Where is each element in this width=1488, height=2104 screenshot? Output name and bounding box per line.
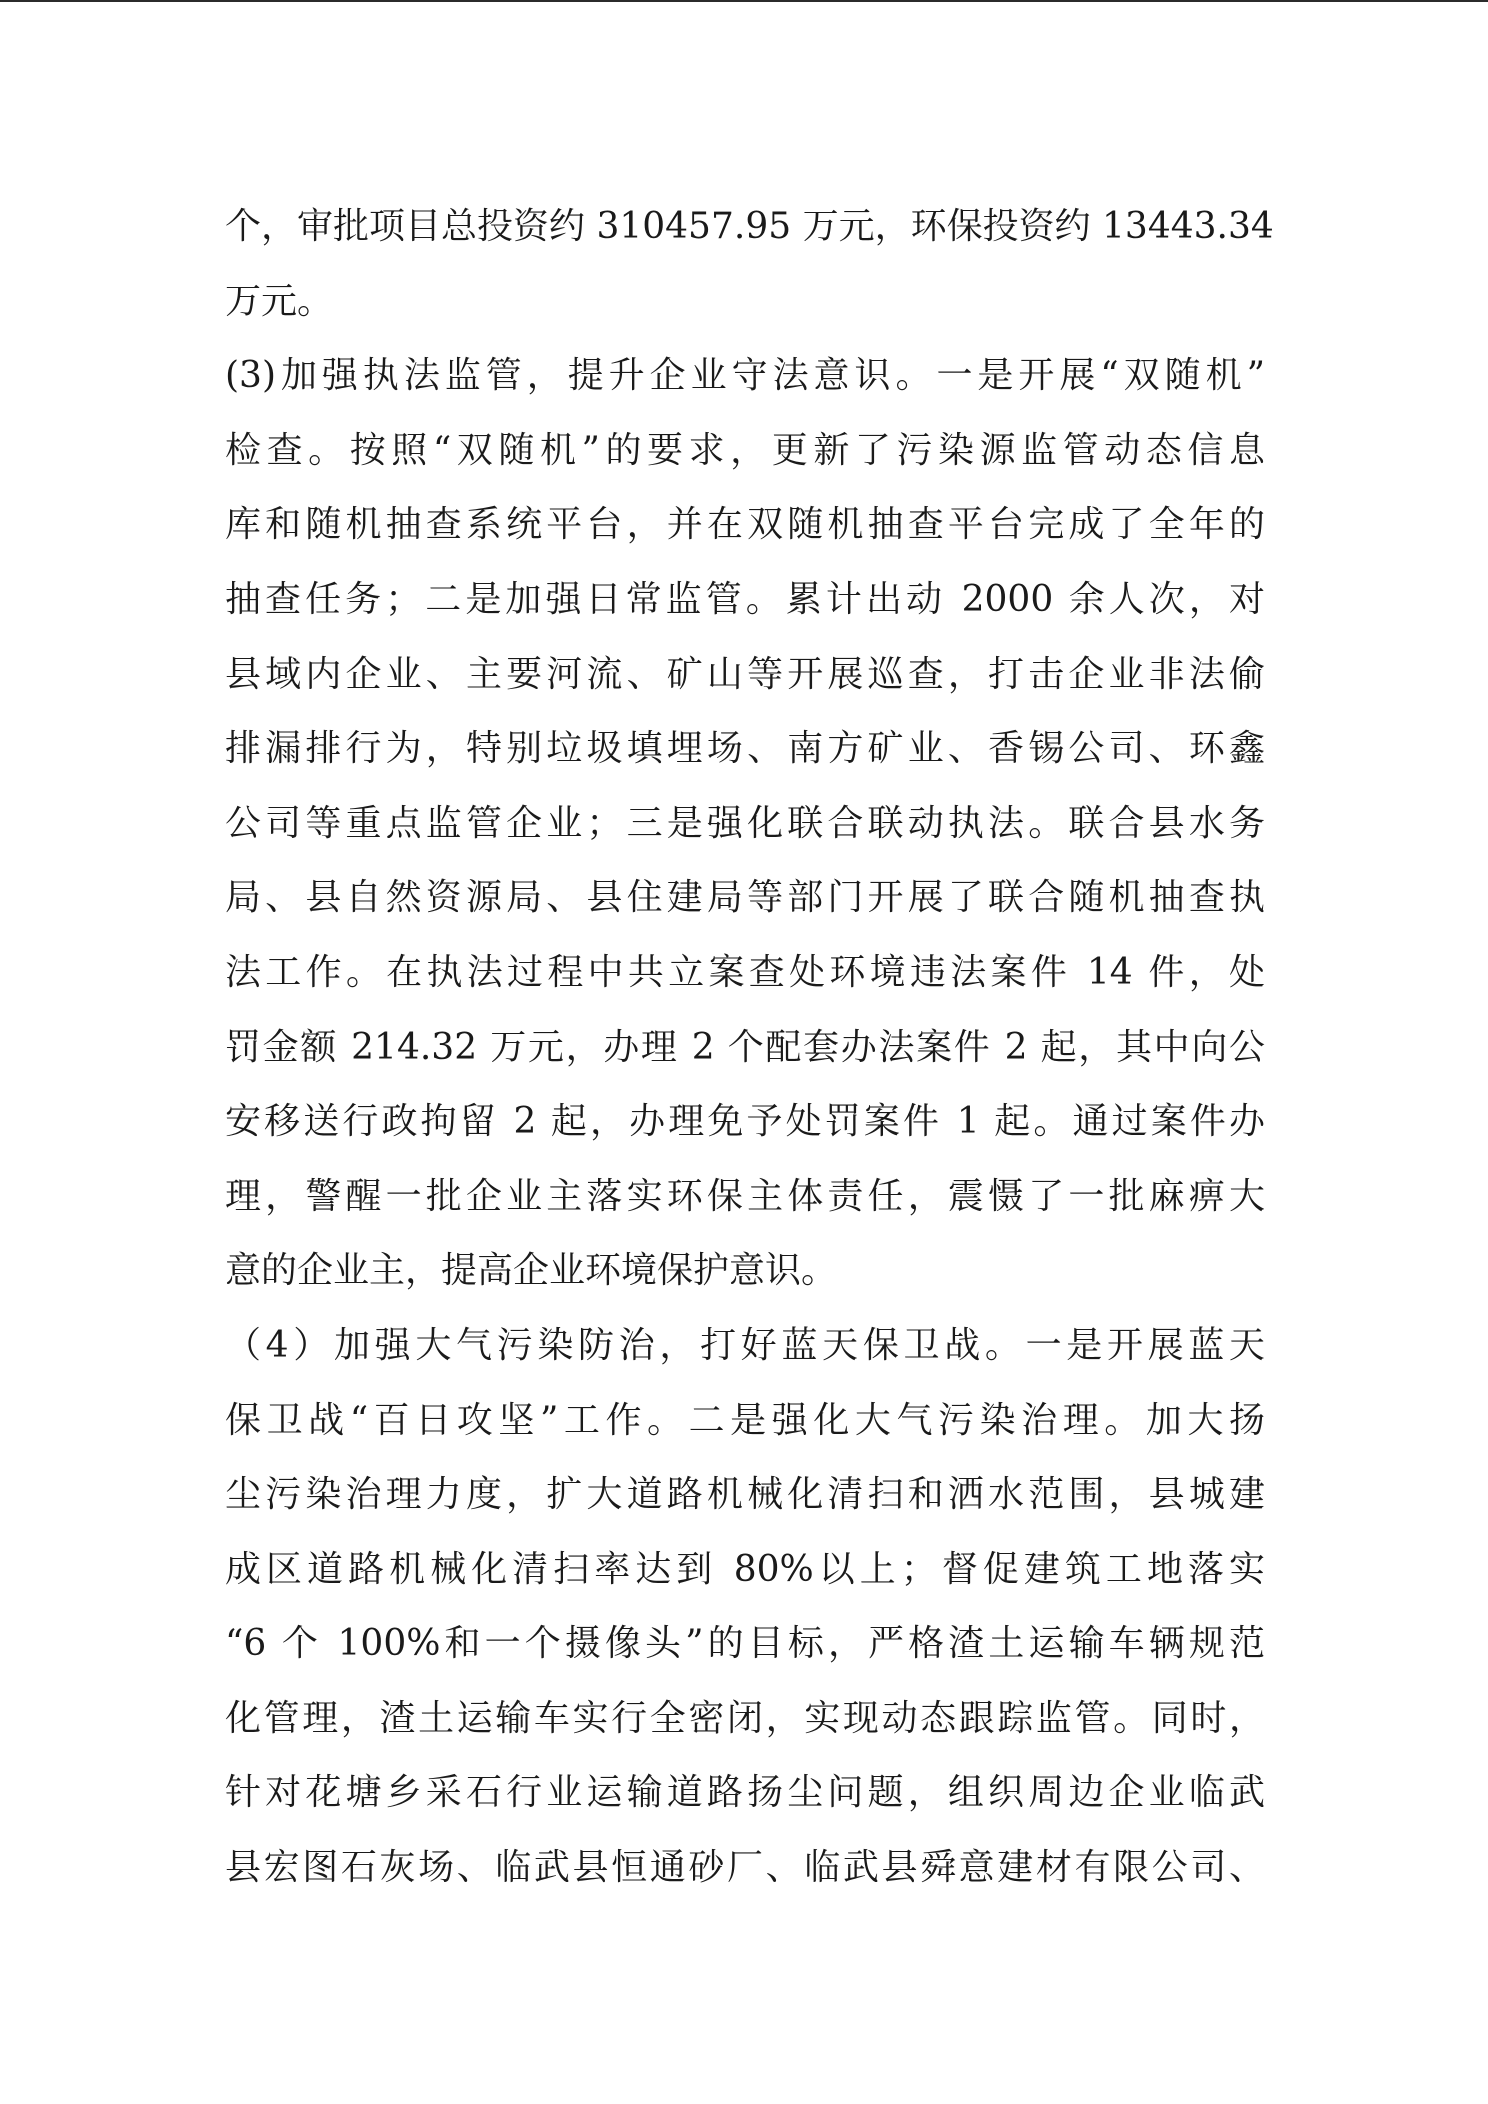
- text-line: 罚金额 214.32 万元，办理 2 个配套办法案件 2 起，其中向公: [225, 1026, 1265, 1068]
- text-line: 意的企业主，提高企业环境保护意识。: [225, 1250, 838, 1292]
- document-body: [225, 190, 1274, 1906]
- text-line: “6 个 100%和一个摄像头”的目标，严格渣土运输车辆规范: [225, 1623, 1265, 1665]
- text-line: 公司等重点监管企业；三是强化联合联动执法。联合县水务: [225, 802, 1265, 844]
- text-line: 成区道路机械化清扫率达到 80%以上；督促建筑工地落实: [225, 1548, 1265, 1590]
- text-line: 检查。按照“双随机”的要求，更新了污染源监管动态信息: [225, 429, 1265, 471]
- text-line: 库和随机抽查系统平台，并在双随机抽查平台完成了全年的: [225, 504, 1265, 546]
- text-line: 万元。: [225, 280, 334, 322]
- text-line: 个，审批项目总投资约 310457.95 万元，环保投资约 13443.34: [225, 206, 1274, 247]
- text-line: （4）加强大气污染防治，打好蓝天保卫战。一是开展蓝天: [225, 1324, 1265, 1366]
- text-line: (3)加强执法监管，提升企业守法意识。一是开展“双随机”: [225, 355, 1265, 397]
- text-line: 局、县自然资源局、县住建局等部门开展了联合随机抽查执: [225, 877, 1265, 919]
- page-top-border: [0, 0, 1488, 2]
- text-line: 县域内企业、主要河流、矿山等开展巡查，打击企业非法偷: [225, 653, 1265, 695]
- text-line: 化管理，渣土运输车实行全密闭，实现动态跟踪监管。同时，: [225, 1697, 1265, 1739]
- text-line: 针对花塘乡采石行业运输道路扬尘问题，组织周边企业临武: [225, 1772, 1265, 1814]
- text-line: 抽查任务；二是加强日常监管。累计出动 2000 余人次，对: [225, 578, 1265, 620]
- text-line: 安移送行政拘留 2 起，办理免予处罚案件 1 起。通过案件办: [225, 1101, 1265, 1143]
- text-line: 县宏图石灰场、临武县恒通砂厂、临武县舜意建材有限公司、: [225, 1847, 1265, 1889]
- text-line: 保卫战“百日攻坚”工作。二是强化大气污染治理。加大扬: [225, 1399, 1265, 1441]
- text-line: 排漏排行为，特别垃圾填埋场、南方矿业、香锡公司、环鑫: [225, 728, 1265, 770]
- text-line: 理，警醒一批企业主落实环保主体责任，震慑了一批麻痹大: [225, 1175, 1265, 1217]
- text-line: 法工作。在执法过程中共立案查处环境违法案件 14 件，处: [225, 951, 1265, 993]
- text-line: 尘污染治理力度，扩大道路机械化清扫和洒水范围，县城建: [225, 1474, 1265, 1516]
